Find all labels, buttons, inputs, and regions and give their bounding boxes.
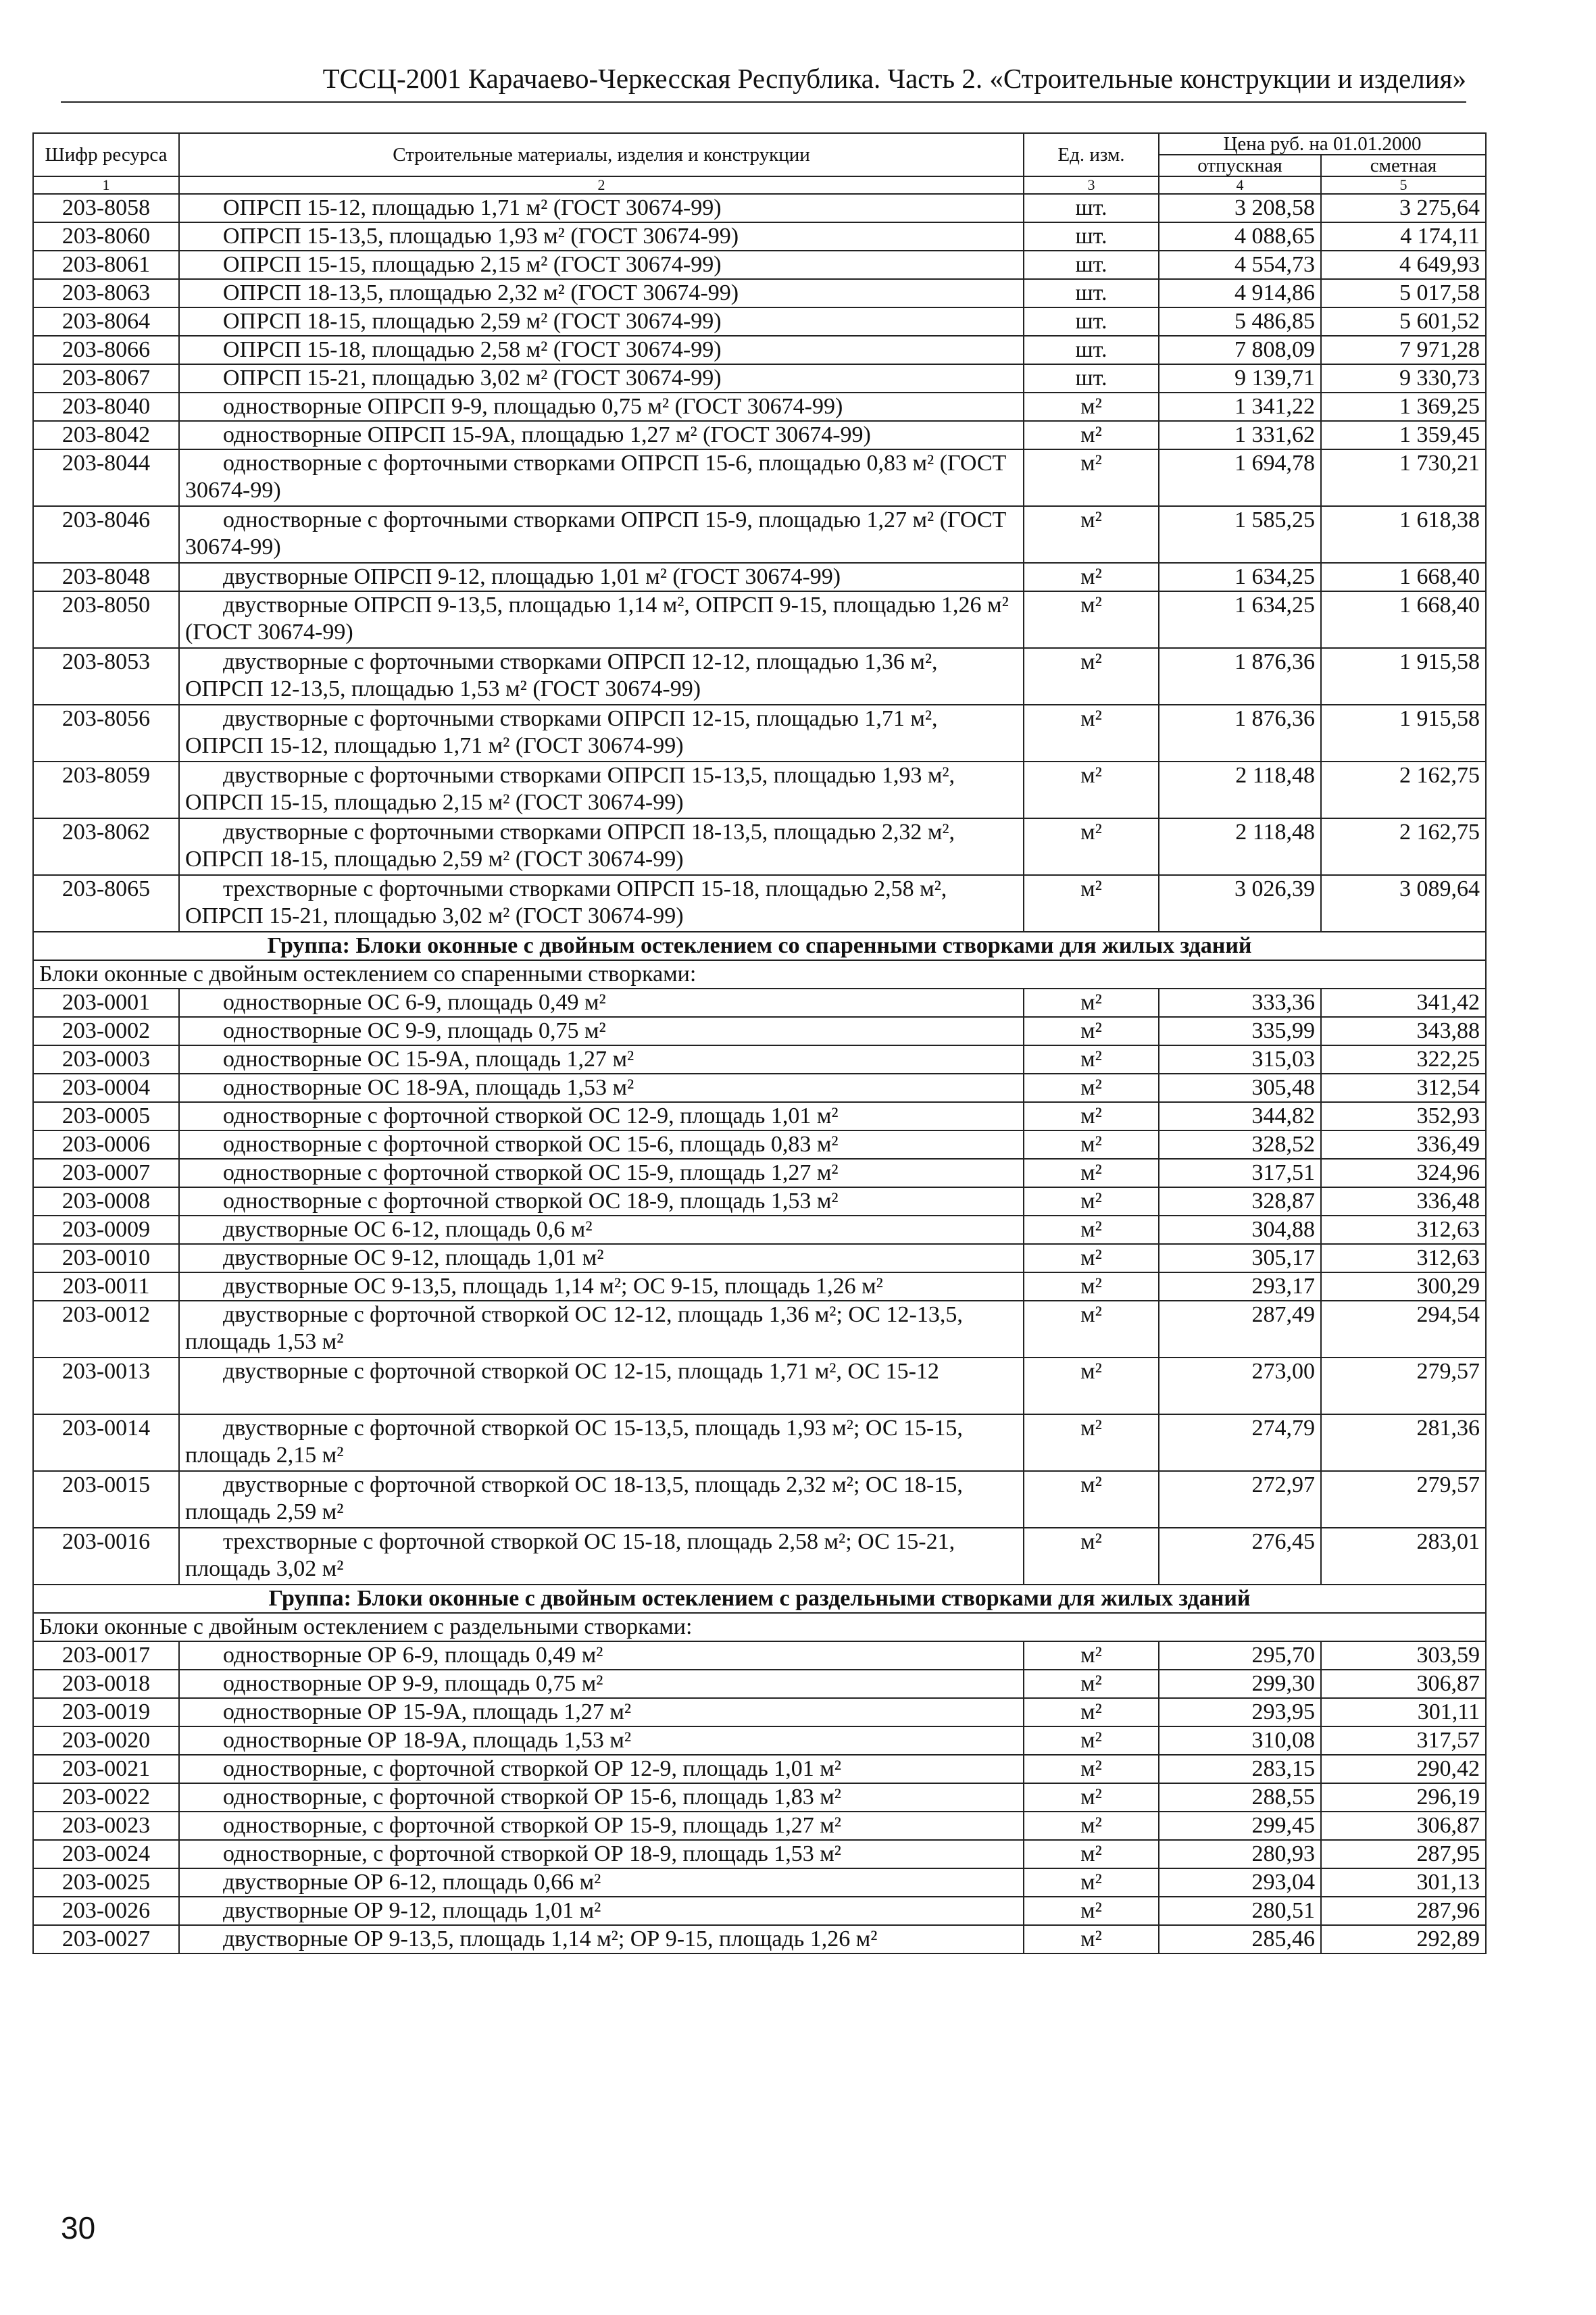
name-cell: двустворные с форточной створкой ОС 12-15, площадь 1,71 м², ОС 15-12 <box>179 1358 1024 1414</box>
estimate-price-cell: 279,57 <box>1321 1358 1486 1414</box>
estimate-price-cell: 283,01 <box>1321 1528 1486 1585</box>
unit-cell: м² <box>1024 1244 1159 1272</box>
column-header-code: Шифр ресурса <box>33 133 179 176</box>
name-cell: одностворные ОР 6-9, площадь 0,49 м² <box>179 1641 1024 1670</box>
estimate-price-cell: 1 915,58 <box>1321 648 1486 705</box>
estimate-price-cell: 306,87 <box>1321 1670 1486 1698</box>
unit-cell: м² <box>1024 1641 1159 1670</box>
code-cell: 203-0010 <box>33 1244 179 1272</box>
name-cell: ОПРСП 18-15, площадью 2,59 м² (ГОСТ 30674-99) <box>179 307 1024 336</box>
release-price-cell: 280,93 <box>1159 1840 1321 1868</box>
subheader-row <box>33 960 1486 989</box>
name-cell: одностворные с форточной створкой ОС 15-6, площадь 0,83 м² <box>179 1130 1024 1159</box>
column-number-row <box>33 176 1486 194</box>
code-cell: 203-0024 <box>33 1840 179 1868</box>
code-cell: 203-8050 <box>33 591 179 648</box>
unit-cell: м² <box>1024 1755 1159 1783</box>
table-body <box>33 133 1486 1953</box>
estimate-price-cell: 296,19 <box>1321 1783 1486 1812</box>
estimate-price-cell: 343,88 <box>1321 1017 1486 1045</box>
unit-cell: шт. <box>1024 251 1159 279</box>
name-cell: одностворные с форточной створкой ОС 18-9, площадь 1,53 м² <box>179 1187 1024 1216</box>
release-price-cell: 1 331,62 <box>1159 421 1321 449</box>
table-row <box>33 1414 1486 1471</box>
release-price-cell: 1 634,25 <box>1159 563 1321 591</box>
unit-cell: шт. <box>1024 222 1159 251</box>
release-price-cell: 304,88 <box>1159 1216 1321 1244</box>
column-header-estimate: сметная <box>1321 155 1486 176</box>
table-row <box>33 1471 1486 1528</box>
unit-cell: м² <box>1024 1840 1159 1868</box>
unit-cell: м² <box>1024 1187 1159 1216</box>
name-cell: одностворные ОС 15-9А, площадь 1,27 м² <box>179 1045 1024 1074</box>
code-cell: 203-0019 <box>33 1698 179 1726</box>
estimate-price-cell: 3 089,64 <box>1321 875 1486 932</box>
table-row <box>33 1698 1486 1726</box>
code-cell: 203-8063 <box>33 279 179 307</box>
estimate-price-cell: 3 275,64 <box>1321 194 1486 222</box>
table-row <box>33 1641 1486 1670</box>
name-cell: двустворные с форточной створкой ОС 12-12, площадь 1,36 м²; ОС 12-13,5, площадь 1,53 м² <box>179 1301 1024 1358</box>
name-cell: ОПРСП 15-13,5, площадью 1,93 м² (ГОСТ 30674-99) <box>179 222 1024 251</box>
release-price-cell: 276,45 <box>1159 1528 1321 1585</box>
code-cell: 203-0026 <box>33 1897 179 1925</box>
code-cell: 203-0002 <box>33 1017 179 1045</box>
name-cell: одностворные ОР 9-9, площадь 0,75 м² <box>179 1670 1024 1698</box>
table-row <box>33 563 1486 591</box>
table-row <box>33 1755 1486 1783</box>
name-cell: одностворные ОС 9-9, площадь 0,75 м² <box>179 1017 1024 1045</box>
release-price-cell: 280,51 <box>1159 1897 1321 1925</box>
estimate-price-cell: 336,48 <box>1321 1187 1486 1216</box>
release-price-cell: 7 808,09 <box>1159 336 1321 364</box>
unit-cell: м² <box>1024 1698 1159 1726</box>
code-cell: 203-0014 <box>33 1414 179 1471</box>
code-cell: 203-0016 <box>33 1528 179 1585</box>
release-price-cell: 3 026,39 <box>1159 875 1321 932</box>
unit-cell: м² <box>1024 1897 1159 1925</box>
table-row <box>33 194 1486 222</box>
release-price-cell: 9 139,71 <box>1159 364 1321 393</box>
code-cell: 203-8061 <box>33 251 179 279</box>
release-price-cell: 344,82 <box>1159 1102 1321 1130</box>
table-row <box>33 1358 1486 1414</box>
name-cell: двустворные ОС 6-12, площадь 0,6 м² <box>179 1216 1024 1244</box>
unit-cell: м² <box>1024 1045 1159 1074</box>
name-cell: двустворные с форточными створками ОПРСП 12-15, площадью 1,71 м², ОПРСП 15-12, площадью 1,71 м² (ГОСТ 30674-99) <box>179 705 1024 762</box>
estimate-price-cell: 312,54 <box>1321 1074 1486 1102</box>
unit-cell: м² <box>1024 648 1159 705</box>
code-cell: 203-0017 <box>33 1641 179 1670</box>
release-price-cell: 287,49 <box>1159 1301 1321 1358</box>
table-row <box>33 1216 1486 1244</box>
unit-cell: шт. <box>1024 307 1159 336</box>
release-price-cell: 293,17 <box>1159 1272 1321 1301</box>
code-cell: 203-0003 <box>33 1045 179 1074</box>
table-row <box>33 1102 1486 1130</box>
release-price-cell: 333,36 <box>1159 989 1321 1017</box>
table-row <box>33 1783 1486 1812</box>
code-cell: 203-0013 <box>33 1358 179 1414</box>
estimate-price-cell: 322,25 <box>1321 1045 1486 1074</box>
release-price-cell: 2 118,48 <box>1159 818 1321 875</box>
unit-cell: м² <box>1024 1812 1159 1840</box>
code-cell: 203-8046 <box>33 506 179 563</box>
name-cell: двустворные с форточной створкой ОС 18-13,5, площадь 2,32 м²; ОС 18-15, площадь 2,59 м² <box>179 1471 1024 1528</box>
column-header-name: Строительные материалы, изделия и конструкции <box>179 133 1024 176</box>
unit-cell: м² <box>1024 421 1159 449</box>
table-row <box>33 875 1486 932</box>
estimate-price-cell: 5 017,58 <box>1321 279 1486 307</box>
name-cell: одностворные с форточной створкой ОС 12-9, площадь 1,01 м² <box>179 1102 1024 1130</box>
unit-cell: м² <box>1024 1925 1159 1953</box>
unit-cell: м² <box>1024 563 1159 591</box>
unit-cell: м² <box>1024 1471 1159 1528</box>
estimate-price-cell: 306,87 <box>1321 1812 1486 1840</box>
code-cell: 203-0025 <box>33 1868 179 1897</box>
name-cell: одностворные, с форточной створкой ОР 18-9, площадь 1,53 м² <box>179 1840 1024 1868</box>
estimate-price-cell: 4 174,11 <box>1321 222 1486 251</box>
code-cell: 203-0009 <box>33 1216 179 1244</box>
estimate-price-cell: 1 668,40 <box>1321 563 1486 591</box>
release-price-cell: 1 876,36 <box>1159 648 1321 705</box>
name-cell: двустворные с форточными створками ОПРСП 15-13,5, площадью 1,93 м², ОПРСП 15-15, площадью 2,15 м² (ГОСТ 30674-99) <box>179 762 1024 818</box>
group-title: Группа: Блоки оконные с двойным остеклением со спаренными створками для жилых зданий <box>33 932 1486 960</box>
unit-cell: м² <box>1024 1726 1159 1755</box>
estimate-price-cell: 301,13 <box>1321 1868 1486 1897</box>
name-cell: одностворные, с форточной створкой ОР 12-9, площадь 1,01 м² <box>179 1755 1024 1783</box>
release-price-cell: 305,17 <box>1159 1244 1321 1272</box>
table-row <box>33 818 1486 875</box>
release-price-cell: 305,48 <box>1159 1074 1321 1102</box>
unit-cell: м² <box>1024 1272 1159 1301</box>
code-cell: 203-0020 <box>33 1726 179 1755</box>
code-cell: 203-8042 <box>33 421 179 449</box>
code-cell: 203-0004 <box>33 1074 179 1102</box>
column-number: 4 <box>1159 176 1321 194</box>
estimate-price-cell: 9 330,73 <box>1321 364 1486 393</box>
table-row <box>33 222 1486 251</box>
release-price-cell: 328,52 <box>1159 1130 1321 1159</box>
name-cell: одностворные с форточными створками ОПРСП 15-6, площадью 0,83 м² (ГОСТ 30674-99) <box>179 449 1024 506</box>
table-row <box>33 364 1486 393</box>
column-number: 1 <box>33 176 179 194</box>
table-row <box>33 1897 1486 1925</box>
name-cell: одностворные ОС 6-9, площадь 0,49 м² <box>179 989 1024 1017</box>
unit-cell: м² <box>1024 1301 1159 1358</box>
release-price-cell: 335,99 <box>1159 1017 1321 1045</box>
code-cell: 203-0005 <box>33 1102 179 1130</box>
release-price-cell: 5 486,85 <box>1159 307 1321 336</box>
table-row <box>33 648 1486 705</box>
code-cell: 203-8044 <box>33 449 179 506</box>
name-cell: одностворные ОР 18-9А, площадь 1,53 м² <box>179 1726 1024 1755</box>
release-price-cell: 1 634,25 <box>1159 591 1321 648</box>
release-price-cell: 4 554,73 <box>1159 251 1321 279</box>
table-row <box>33 1726 1486 1755</box>
estimate-price-cell: 279,57 <box>1321 1471 1486 1528</box>
table-row <box>33 1187 1486 1216</box>
release-price-cell: 295,70 <box>1159 1641 1321 1670</box>
name-cell: одностворные ОР 15-9А, площадь 1,27 м² <box>179 1698 1024 1726</box>
estimate-price-cell: 324,96 <box>1321 1159 1486 1187</box>
release-price-cell: 4 914,86 <box>1159 279 1321 307</box>
table-row <box>33 449 1486 506</box>
name-cell: одностворные, с форточной створкой ОР 15-6, площадь 1,83 м² <box>179 1783 1024 1812</box>
name-cell: двустворные ОС 9-12, площадь 1,01 м² <box>179 1244 1024 1272</box>
estimate-price-cell: 1 618,38 <box>1321 506 1486 563</box>
name-cell: ОПРСП 15-12, площадью 1,71 м² (ГОСТ 30674-99) <box>179 194 1024 222</box>
code-cell: 203-8062 <box>33 818 179 875</box>
code-cell: 203-8053 <box>33 648 179 705</box>
name-cell: ОПРСП 15-21, площадью 3,02 м² (ГОСТ 30674-99) <box>179 364 1024 393</box>
code-cell: 203-8060 <box>33 222 179 251</box>
name-cell: двустворные ОПРСП 9-12, площадью 1,01 м² (ГОСТ 30674-99) <box>179 563 1024 591</box>
unit-cell: м² <box>1024 1414 1159 1471</box>
table-row <box>33 1017 1486 1045</box>
estimate-price-cell: 5 601,52 <box>1321 307 1486 336</box>
release-price-cell: 1 341,22 <box>1159 393 1321 421</box>
price-table <box>32 132 1487 1954</box>
estimate-price-cell: 290,42 <box>1321 1755 1486 1783</box>
code-cell: 203-8056 <box>33 705 179 762</box>
name-cell: двустворные с форточными створками ОПРСП 18-13,5, площадью 2,32 м², ОПРСП 18-15, площадью 2,59 м² (ГОСТ 30674-99) <box>179 818 1024 875</box>
unit-cell: шт. <box>1024 194 1159 222</box>
name-cell: одностворные с форточными створками ОПРСП 15-9, площадью 1,27 м² (ГОСТ 30674-99) <box>179 506 1024 563</box>
code-cell: 203-0015 <box>33 1471 179 1528</box>
group-title: Группа: Блоки оконные с двойным остеклением с раздельными створками для жилых зданий <box>33 1585 1486 1613</box>
estimate-price-cell: 300,29 <box>1321 1272 1486 1301</box>
release-price-cell: 315,03 <box>1159 1045 1321 1074</box>
release-price-cell: 273,00 <box>1159 1358 1321 1414</box>
estimate-price-cell: 312,63 <box>1321 1244 1486 1272</box>
release-price-cell: 2 118,48 <box>1159 762 1321 818</box>
release-price-cell: 285,46 <box>1159 1925 1321 1953</box>
column-number: 3 <box>1024 176 1159 194</box>
code-cell: 203-0001 <box>33 989 179 1017</box>
table-row <box>33 1670 1486 1698</box>
release-price-cell: 1 876,36 <box>1159 705 1321 762</box>
unit-cell: м² <box>1024 1017 1159 1045</box>
name-cell: одностворные с форточной створкой ОС 15-9, площадь 1,27 м² <box>179 1159 1024 1187</box>
table-row <box>33 336 1486 364</box>
estimate-price-cell: 352,93 <box>1321 1102 1486 1130</box>
unit-cell: шт. <box>1024 364 1159 393</box>
estimate-price-cell: 294,54 <box>1321 1301 1486 1358</box>
estimate-price-cell: 1 369,25 <box>1321 393 1486 421</box>
estimate-price-cell: 287,95 <box>1321 1840 1486 1868</box>
page-number: 30 <box>61 2210 96 2245</box>
table-row <box>33 1528 1486 1585</box>
estimate-price-cell: 292,89 <box>1321 1925 1486 1953</box>
column-number: 2 <box>179 176 1024 194</box>
code-cell: 203-0027 <box>33 1925 179 1953</box>
name-cell: ОПРСП 15-18, площадью 2,58 м² (ГОСТ 30674-99) <box>179 336 1024 364</box>
estimate-price-cell: 4 649,93 <box>1321 251 1486 279</box>
name-cell: одностворные, с форточной створкой ОР 15-9, площадь 1,27 м² <box>179 1812 1024 1840</box>
unit-cell: м² <box>1024 1130 1159 1159</box>
table-row <box>33 1840 1486 1868</box>
table-row <box>33 1074 1486 1102</box>
estimate-price-cell: 2 162,75 <box>1321 818 1486 875</box>
group-title-row <box>33 932 1486 960</box>
unit-cell: м² <box>1024 1358 1159 1414</box>
code-cell: 203-0011 <box>33 1272 179 1301</box>
unit-cell: м² <box>1024 1783 1159 1812</box>
code-cell: 203-8059 <box>33 762 179 818</box>
column-number: 5 <box>1321 176 1486 194</box>
estimate-price-cell: 317,57 <box>1321 1726 1486 1755</box>
unit-cell: м² <box>1024 449 1159 506</box>
release-price-cell: 328,87 <box>1159 1187 1321 1216</box>
table-row <box>33 762 1486 818</box>
release-price-cell: 1 694,78 <box>1159 449 1321 506</box>
release-price-cell: 288,55 <box>1159 1783 1321 1812</box>
name-cell: ОПРСП 18-13,5, площадью 2,32 м² (ГОСТ 30674-99) <box>179 279 1024 307</box>
unit-cell: м² <box>1024 1159 1159 1187</box>
unit-cell: м² <box>1024 1868 1159 1897</box>
table-row <box>33 1045 1486 1074</box>
name-cell: одностворные ОПРСП 15-9А, площадью 1,27 м² (ГОСТ 30674-99) <box>179 421 1024 449</box>
estimate-price-cell: 336,49 <box>1321 1130 1486 1159</box>
table-row <box>33 591 1486 648</box>
table-row <box>33 506 1486 563</box>
code-cell: 203-8066 <box>33 336 179 364</box>
name-cell: трехстворные с форточными створками ОПРСП 15-18, площадью 2,58 м², ОПРСП 15-21, площадью 3,02 м² (ГОСТ 30674-99) <box>179 875 1024 932</box>
name-cell: двустворные ОР 6-12, площадь 0,66 м² <box>179 1868 1024 1897</box>
unit-cell: шт. <box>1024 279 1159 307</box>
name-cell: двустворные с форточными створками ОПРСП 12-12, площадью 1,36 м², ОПРСП 12-13,5, площадью 1,53 м² (ГОСТ 30674-99) <box>179 648 1024 705</box>
code-cell: 203-0007 <box>33 1159 179 1187</box>
subheader-row <box>33 1613 1486 1641</box>
name-cell: трехстворные с форточной створкой ОС 15-18, площадь 2,58 м²; ОС 15-21, площадь 3,02 м² <box>179 1528 1024 1585</box>
unit-cell: м² <box>1024 393 1159 421</box>
code-cell: 203-8058 <box>33 194 179 222</box>
release-price-cell: 293,95 <box>1159 1698 1321 1726</box>
estimate-price-cell: 301,11 <box>1321 1698 1486 1726</box>
estimate-price-cell: 2 162,75 <box>1321 762 1486 818</box>
column-header-price: Цена руб. на 01.01.2000 <box>1159 133 1486 155</box>
unit-cell: м² <box>1024 989 1159 1017</box>
code-cell: 203-8040 <box>33 393 179 421</box>
name-cell: ОПРСП 15-15, площадью 2,15 м² (ГОСТ 30674-99) <box>179 251 1024 279</box>
table-row <box>33 1272 1486 1301</box>
code-cell: 203-8064 <box>33 307 179 336</box>
table-row <box>33 989 1486 1017</box>
column-header-unit: Ед. изм. <box>1024 133 1159 176</box>
release-price-cell: 310,08 <box>1159 1726 1321 1755</box>
unit-cell: м² <box>1024 1528 1159 1585</box>
table-row <box>33 393 1486 421</box>
unit-cell: м² <box>1024 705 1159 762</box>
name-cell: двустворные ОР 9-13,5, площадь 1,14 м²; ОР 9-15, площадь 1,26 м² <box>179 1925 1024 1953</box>
code-cell: 203-8048 <box>33 563 179 591</box>
estimate-price-cell: 341,42 <box>1321 989 1486 1017</box>
code-cell: 203-0021 <box>33 1755 179 1783</box>
header-row-1 <box>33 133 1486 155</box>
name-cell: двустворные с форточной створкой ОС 15-13,5, площадь 1,93 м²; ОС 15-15, площадь 2,15 м² <box>179 1414 1024 1471</box>
release-price-cell: 283,15 <box>1159 1755 1321 1783</box>
table-row <box>33 307 1486 336</box>
code-cell: 203-0012 <box>33 1301 179 1358</box>
name-cell: одностворные ОС 18-9А, площадь 1,53 м² <box>179 1074 1024 1102</box>
code-cell: 203-0018 <box>33 1670 179 1698</box>
unit-cell: шт. <box>1024 336 1159 364</box>
release-price-cell: 3 208,58 <box>1159 194 1321 222</box>
estimate-price-cell: 1 915,58 <box>1321 705 1486 762</box>
code-cell: 203-8067 <box>33 364 179 393</box>
name-cell: одностворные ОПРСП 9-9, площадью 0,75 м² (ГОСТ 30674-99) <box>179 393 1024 421</box>
table-row <box>33 1925 1486 1953</box>
code-cell: 203-0008 <box>33 1187 179 1216</box>
table-row <box>33 279 1486 307</box>
table-row <box>33 1244 1486 1272</box>
release-price-cell: 299,45 <box>1159 1812 1321 1840</box>
unit-cell: м² <box>1024 875 1159 932</box>
unit-cell: м² <box>1024 1216 1159 1244</box>
table-row <box>33 1868 1486 1897</box>
release-price-cell: 4 088,65 <box>1159 222 1321 251</box>
table-row <box>33 1159 1486 1187</box>
release-price-cell: 299,30 <box>1159 1670 1321 1698</box>
release-price-cell: 1 585,25 <box>1159 506 1321 563</box>
unit-cell: м² <box>1024 1670 1159 1698</box>
estimate-price-cell: 7 971,28 <box>1321 336 1486 364</box>
code-cell: 203-8065 <box>33 875 179 932</box>
estimate-price-cell: 281,36 <box>1321 1414 1486 1471</box>
estimate-price-cell: 1 668,40 <box>1321 591 1486 648</box>
unit-cell: м² <box>1024 1074 1159 1102</box>
code-cell: 203-0022 <box>33 1783 179 1812</box>
group-title-row <box>33 1585 1486 1613</box>
table-row <box>33 251 1486 279</box>
name-cell: двустворные ОПРСП 9-13,5, площадью 1,14 м², ОПРСП 9-15, площадью 1,26 м² (ГОСТ 30674-99) <box>179 591 1024 648</box>
estimate-price-cell: 303,59 <box>1321 1641 1486 1670</box>
table-row <box>33 705 1486 762</box>
unit-cell: м² <box>1024 506 1159 563</box>
estimate-price-cell: 312,63 <box>1321 1216 1486 1244</box>
estimate-price-cell: 287,96 <box>1321 1897 1486 1925</box>
table-row <box>33 1301 1486 1358</box>
estimate-price-cell: 1 359,45 <box>1321 421 1486 449</box>
table-row <box>33 1130 1486 1159</box>
estimate-price-cell: 1 730,21 <box>1321 449 1486 506</box>
name-cell: двустворные ОР 9-12, площадь 1,01 м² <box>179 1897 1024 1925</box>
unit-cell: м² <box>1024 1102 1159 1130</box>
code-cell: 203-0006 <box>33 1130 179 1159</box>
subheader: Блоки оконные с двойным остеклением с раздельными створками: <box>33 1613 1486 1641</box>
unit-cell: м² <box>1024 818 1159 875</box>
code-cell: 203-0023 <box>33 1812 179 1840</box>
name-cell: двустворные ОС 9-13,5, площадь 1,14 м²; ОС 9-15, площадь 1,26 м² <box>179 1272 1024 1301</box>
unit-cell: м² <box>1024 591 1159 648</box>
release-price-cell: 293,04 <box>1159 1868 1321 1897</box>
subheader: Блоки оконные с двойным остеклением со спаренными створками: <box>33 960 1486 989</box>
release-price-cell: 272,97 <box>1159 1471 1321 1528</box>
release-price-cell: 274,79 <box>1159 1414 1321 1471</box>
release-price-cell: 317,51 <box>1159 1159 1321 1187</box>
column-header-release: отпускная <box>1159 155 1321 176</box>
unit-cell: м² <box>1024 762 1159 818</box>
page-header: ТССЦ-2001 Карачаево-Черкесская Республика. Часть 2. «Строительные конструкции и изделия» <box>61 62 1466 103</box>
table-row <box>33 1812 1486 1840</box>
table-row <box>33 421 1486 449</box>
